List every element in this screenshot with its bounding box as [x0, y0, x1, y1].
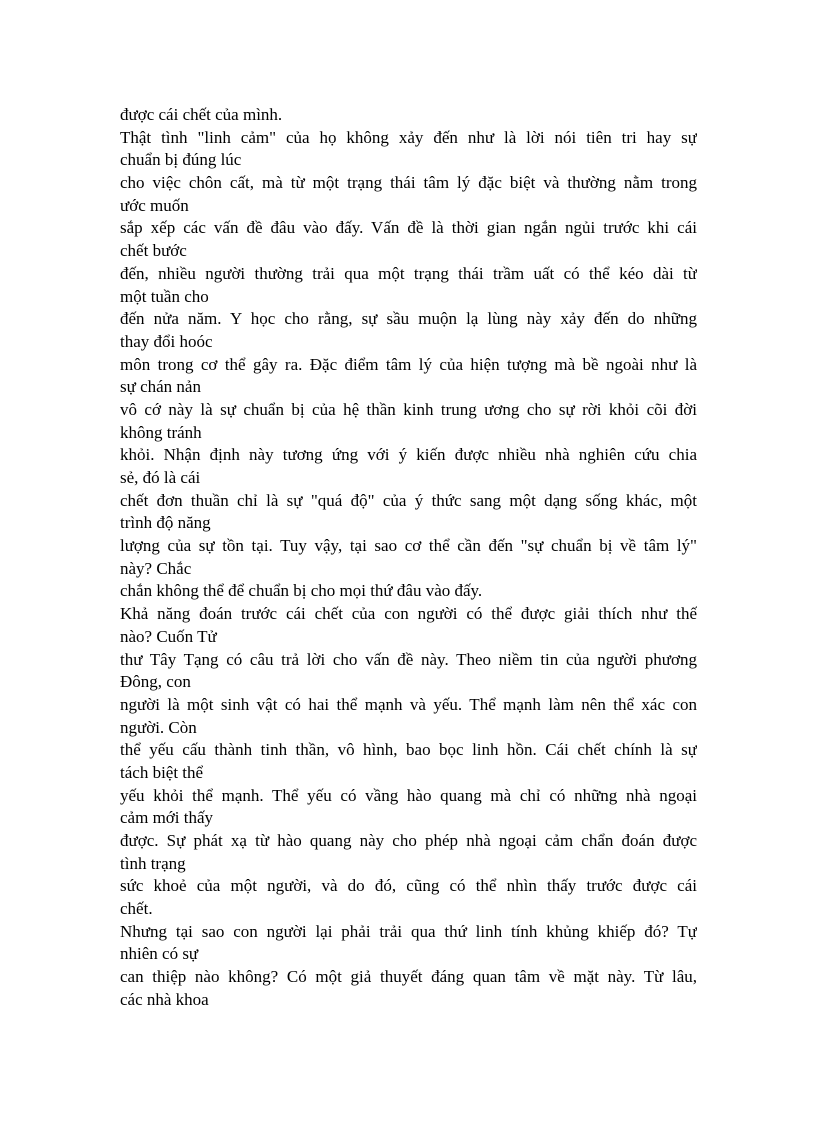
text-line: này? Chắc	[120, 558, 192, 578]
text-line: ước muốn	[120, 195, 189, 215]
text-line: lượng của sự tồn tại. Tuy vậy, tại sao cơ thể cần đến "sự chuẩn bị về tâm lý"	[120, 536, 697, 556]
text-line: khỏi. Nhận định này tương ứng với ý kiến được nhiều nhà nghiên cứu chia	[120, 445, 697, 465]
text-line: Khả năng đoán trước cái chết của con người có thể được giải thích như thế	[120, 604, 697, 624]
text-line: nhiên có sự	[120, 944, 199, 964]
text-line: nào? Cuốn Tử	[120, 626, 217, 646]
text-line: thư Tây Tạng có câu trả lời cho vấn đề này. Theo niềm tin của người phương	[120, 649, 697, 669]
text-line: thể yếu cấu thành tinh thần, vô hình, bao bọc linh hồn. Cái chết chính là sự	[120, 740, 697, 760]
text-line: đến nửa năm. Y học cho rằng, sự sầu muộn lạ lùng này xảy đến do những	[120, 309, 697, 329]
text-line: Thật tình "linh cảm" của họ không xảy đến như là lời nói tiên tri hay sự	[120, 127, 697, 147]
text-line: người. Còn	[120, 717, 197, 737]
text-line: chuẩn bị đúng lúc	[120, 150, 242, 170]
text-line: sức khoẻ của một người, và do đó, cũng có thể nhìn thấy trước được cái	[120, 876, 697, 896]
text-line: trình độ năng	[120, 513, 211, 533]
body-text	[120, 104, 697, 1012]
text-line: chết.	[120, 899, 153, 919]
text-line: môn trong cơ thể gây ra. Đặc điểm tâm lý của hiện tượng mà bề ngoài như là	[120, 354, 697, 374]
text-line: sẻ, đó là cái	[120, 468, 201, 487]
text-line: được. Sự phát xạ từ hào quang này cho phép nhà ngoại cảm chẩn đoán được	[120, 831, 697, 850]
text-line: được cái chết của mình.	[120, 105, 283, 124]
text-line: các nhà khoa	[120, 989, 209, 1009]
text-line: chắn không thể để chuẩn bị cho mọi thứ đâu vào đấy.	[120, 581, 483, 601]
text-line: chết bước	[120, 241, 187, 261]
text-line: yếu khỏi thể mạnh. Thể yếu có vầng hào quang mà chỉ có những nhà ngoại	[120, 785, 697, 805]
text-line: chết đơn thuần chỉ là sự "quá độ" của ý thức sang một dạng sống khác, một	[120, 490, 697, 510]
text-line: thay đổi hoóc	[120, 331, 213, 351]
text-line: tình trạng	[120, 853, 186, 873]
text-line: Đông, con	[120, 672, 191, 692]
text-line: sự chán nản	[120, 377, 201, 397]
text-line: không tránh	[120, 422, 202, 442]
text-line: sắp xếp các vấn đề đâu vào đấy. Vấn đề là thời gian ngắn ngủi trước khi cái	[120, 218, 697, 238]
text-line: tách biệt thể	[120, 762, 204, 782]
text-line: người là một sinh vật có hai thể mạnh và yếu. Thể mạnh làm nên thể xác con	[120, 694, 697, 714]
text-line: cảm mới thấy	[120, 808, 214, 828]
text-line: cho việc chôn cất, mà từ một trạng thái tâm lý đặc biệt và thường nằm trong	[120, 173, 697, 193]
text-line: Nhưng tại sao con người lại phải trải qua thứ linh tính khủng khiếp đó? Tự	[120, 921, 697, 941]
text-line: một tuần cho	[120, 286, 209, 306]
text-line: vô cớ này là sự chuẩn bị của hệ thần kinh trung ương cho sự rời khỏi cõi đời	[120, 399, 697, 419]
text-line: can thiệp nào không? Có một giả thuyết đáng quan tâm về mặt này. Từ lâu,	[120, 967, 697, 987]
text-line: đến, nhiều người thường trải qua một trạng thái trầm uất có thể kéo dài từ	[120, 263, 697, 283]
